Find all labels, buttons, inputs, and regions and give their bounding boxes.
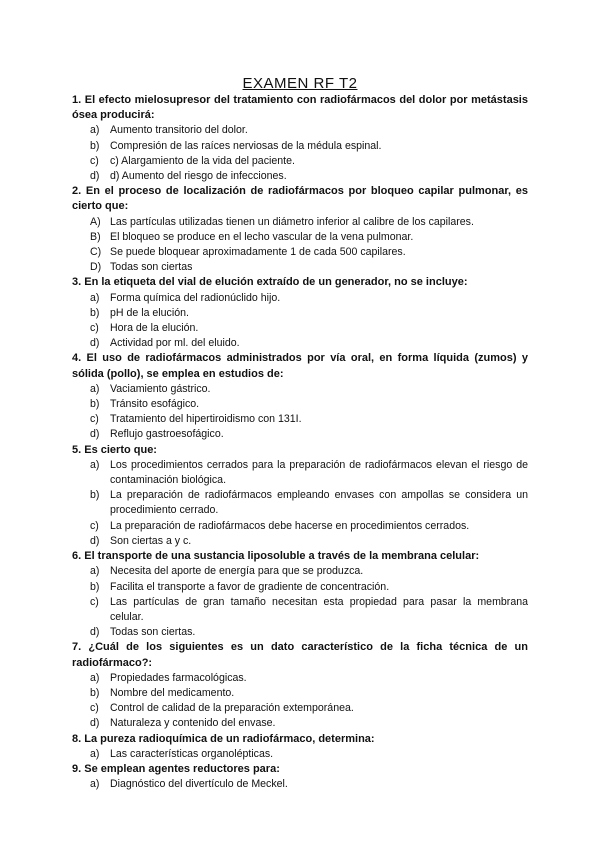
option-label: d) [90,337,100,350]
option-label: a) [90,291,100,304]
option-text: Las partículas utilizadas tienen un diámetro inferior al calibre de los capilares. [110,215,474,228]
question-block [72,443,528,549]
answer-option [72,580,528,595]
option-label: a) [90,671,100,684]
option-label: b) [90,686,100,699]
option-label: c) [90,413,99,426]
answer-option [72,382,528,397]
question-text: 3. En la etiqueta del vial de elución extraído de un generador, no se incluye: [72,276,468,289]
option-label: d) [90,626,100,639]
option-label: c) [90,154,99,167]
option-text: Todas son ciertas [110,261,193,274]
answer-option [72,625,528,640]
answer-option [72,686,528,701]
exam-title: EXAMEN RF T2 [242,75,358,92]
answer-option [72,215,528,230]
option-label: d) [90,717,100,730]
option-text: El bloqueo se produce en el lecho vascular de la vena pulmonar. [110,230,414,243]
question-block [72,351,528,442]
option-text: Los procedimientos cerrados para la preparación de radiofármacos elevan el riesgo de contaminación biológica. [110,458,528,487]
answer-option [72,534,528,549]
option-label: a) [90,778,100,791]
option-label: A) [90,215,101,228]
answer-option [72,397,528,412]
option-text: Vaciamiento gástrico. [110,382,211,395]
option-label: B) [90,230,101,243]
option-label: b) [90,580,100,593]
answer-option [72,123,528,138]
option-text: Naturaleza y contenido del envase. [110,717,276,730]
option-label: a) [90,565,100,578]
answer-option [72,336,528,351]
option-text: Nombre del medicamento. [110,686,235,699]
answer-option [72,139,528,154]
option-text: Control de calidad de la preparación extemporánea. [110,702,354,715]
option-label: D) [90,261,102,274]
option-text: Propiedades farmacológicas. [110,671,247,684]
option-label: c) [90,702,99,715]
option-text: Las partículas de gran tamaño necesitan esta propiedad para pasar la membrana celular. [110,595,528,623]
option-text: Las características organolépticas. [110,747,274,760]
option-text: pH de la elución. [110,306,189,319]
option-text: Tratamiento del hipertiroidismo con 131I. [110,413,302,426]
question-block [72,762,528,792]
answer-option [72,458,528,488]
option-text: Diagnóstico del divertículo de Meckel. [110,778,288,791]
question-text: 7. ¿Cuál de los siguientes es un dato característico de la ficha técnica de un radiofármaco?: [72,641,528,669]
answer-option [72,777,528,792]
option-label: d) [90,534,100,547]
question-block [72,640,528,731]
answer-option [72,412,528,427]
answer-option [72,716,528,731]
option-label: b) [90,398,100,411]
option-text: Compresión de las raíces nerviosas de la médula espinal. [110,139,382,152]
option-text: Hora de la elución. [110,322,199,335]
question-block [72,732,528,762]
question-text: 6. El transporte de una sustancia liposoluble a través de la membrana celular: [72,550,480,563]
option-text: c) Alargamiento de la vida del paciente. [110,154,295,167]
option-label: a) [90,124,100,137]
option-text: La preparación de radiofármacos empleando envases con ampollas se considera un procedimiento cerrado. [110,489,528,517]
option-text: d) Aumento del riesgo de infecciones. [110,170,287,183]
answer-option [72,306,528,321]
option-text: Necesita del aporte de energía para que se produzca. [110,565,364,578]
answer-option [72,564,528,579]
answer-option [72,701,528,716]
option-label: a) [90,747,100,760]
answer-option [72,671,528,686]
answer-option [72,154,528,169]
option-text: Forma química del radionúclido hijo. [110,291,281,304]
option-text: Son ciertas a y c. [110,534,192,547]
question-block [72,184,528,275]
option-label: b) [90,489,100,502]
question-text: 5. Es cierto que: [72,443,157,456]
question-list [72,93,528,792]
option-label: a) [90,382,100,395]
option-text: Reflujo gastroesofágico. [110,428,224,441]
answer-option [72,488,528,518]
question-text: 4. El uso de radiofármacos administrados por vía oral, en forma líquida (zumos) y sólida (pollo), se emplea en estudios de: [72,352,528,380]
option-text: Actividad por ml. del eluido. [110,337,240,350]
option-label: b) [90,306,100,319]
option-label: d) [90,428,100,441]
question-text: 8. La pureza radioquímica de un radiofármaco, determina: [72,732,375,745]
option-text: Aumento transitorio del dolor. [110,124,248,137]
option-label: c) [90,595,99,608]
answer-option [72,519,528,534]
answer-option [72,230,528,245]
option-text: La preparación de radiofármacos debe hacerse en procedimientos cerrados. [110,519,470,532]
question-text: 9. Se emplean agentes reductores para: [72,762,280,775]
option-text: Se puede bloquear aproximadamente 1 de cada 500 capilares. [110,246,406,259]
option-label: d) [90,170,100,183]
option-label: a) [90,458,100,471]
answer-option [72,595,528,625]
answer-option [72,427,528,442]
answer-option [72,291,528,306]
answer-option [72,321,528,336]
question-block [72,549,528,640]
question-text: 1. El efecto mielosupresor del tratamiento con radiofármacos del dolor por metástasis ósea producirá: [72,94,528,122]
answer-option [72,747,528,762]
option-text: Todas son ciertas. [110,626,196,639]
answer-option [72,245,528,260]
option-text: Facilita el transporte a favor de gradiente de concentración. [110,580,390,593]
option-label: C) [90,246,102,259]
question-block [72,275,528,351]
option-label: b) [90,139,100,152]
option-label: c) [90,519,99,532]
question-text: 2. En el proceso de localización de radiofármacos por bloqueo capilar pulmonar, es cierto que: [72,185,528,213]
question-block [72,93,528,184]
answer-option [72,169,528,184]
answer-option [72,260,528,275]
option-label: c) [90,322,99,335]
option-text: Tránsito esofágico. [110,398,200,411]
